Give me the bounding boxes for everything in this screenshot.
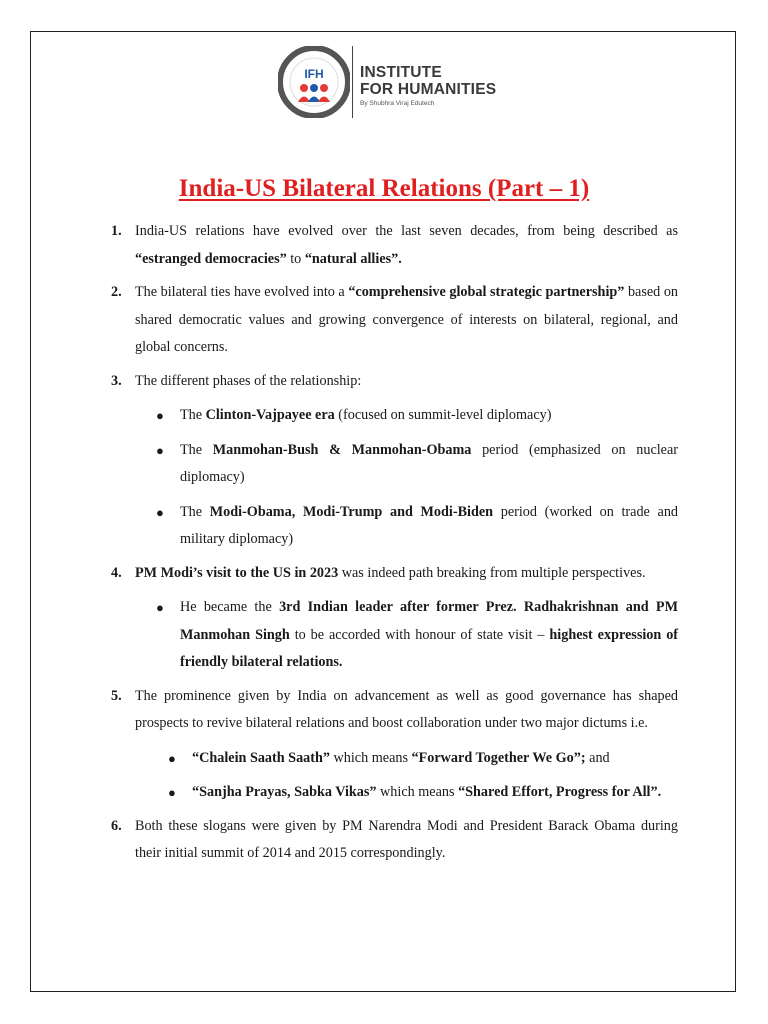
list-item: 6. Both these slogans were given by PM Narendra Modi and President Barack Obama during their initial summit of 2014 and 2015 correspondingly. [135,813,678,868]
sub-list-item: ● “Sanjha Prayas, Sabka Vikas” which means “Shared Effort, Progress for All”. [192,779,678,807]
logo-badge-text: IFH [304,67,324,81]
sub-list-item: ● He became the 3rd Indian leader after former Prez. Radhakrishnan and PM Manmohan Singh to be accorded with honour of state visit – highest expression of friendly bilateral relations. [180,594,678,677]
bullet-icon: ● [168,750,176,766]
logo-name-line1: INSTITUTE [360,64,442,81]
item-number: 1. [111,223,122,239]
bullet-icon: ● [156,504,164,520]
list-item: 1. India-US relations have evolved over the last seven decades, from being described as “estranged democracies” to “natural allies”. [135,218,678,273]
item-number: 3. [111,372,122,389]
list-item: 3. The different phases of the relationship: ● The Clinton-Vajpayee era (focused on summit-level diplomacy) ● The Manmohan-Bush & Manmohan-Obama period (emphasized on nuclear diplomacy) ● The Modi-Obama, Modi-Trump and Modi-Biden period (worked on trade and military diplomacy) [135,368,678,554]
page-title: India-US Bilateral Relations (Part – 1) [178,175,590,202]
list-item: 2. The bilateral ties have evolved into a “comprehensive global strategic partnership” based on shared democratic values and growing convergence of interests on bilateral, regional, and global concerns. [135,279,678,362]
sub-list-item: ● The Clinton-Vajpayee era (focused on summit-level diplomacy) [180,402,678,430]
sub-list-item: ● The Manmohan-Bush & Manmohan-Obama period (emphasized on nuclear diplomacy) [180,437,678,492]
list-item: 4. PM Modi’s visit to the US in 2023 was indeed path breaking from multiple perspectives. ● He became the 3rd Indian leader after former Prez. Radhakrishnan and PM Manmohan Singh to be accorded with honour of state visit – highest expression of friendly bilateral relations. [135,560,678,677]
item-number: 2. [111,284,122,300]
logo-emblem-icon [278,46,350,118]
item-number: 6. [111,817,122,834]
item-number: 5. [111,687,122,704]
bullet-icon: ● [156,600,164,615]
logo-divider [352,46,353,118]
bullet-icon: ● [168,785,176,800]
logo-name-line2: FOR HUMANITIES [360,81,497,98]
item-number: 4. [111,564,122,581]
sub-list-item: ● The Modi-Obama, Modi-Trump and Modi-Biden period (worked on trade and military diplomacy) [180,499,678,554]
logo-tagline: By Shubhra Viraj Edutech [360,100,435,107]
bullet-icon: ● [156,442,164,458]
notes-list [111,218,679,868]
list-item: 5. The prominence given by India on advancement as well as good governance has shaped prospects to revive bilateral relations and boost collaboration under two major dictums i.e. ● “Chalein Saath Saath” which means “Forward Together We Go”; and ● “Sanjha Prayas, Sabka Vikas” which means “Shared Effort, Progress for All”. [135,683,678,807]
sub-list-item: ● “Chalein Saath Saath” which means “Forward Together We Go”; and [192,745,678,773]
logo-ring-text: INSTITUTE FOR HUMANITIES [284,51,344,78]
bullet-icon: ● [156,408,164,423]
institute-logo [278,46,508,122]
logo-name [360,64,496,98]
